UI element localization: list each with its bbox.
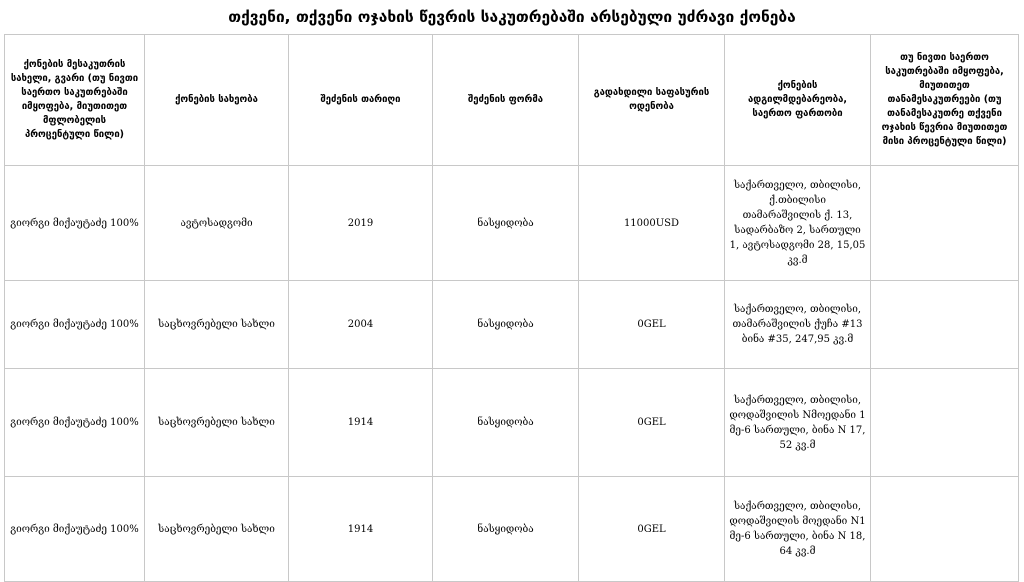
table-row xyxy=(5,281,1019,369)
header-co-owners: თუ ნივთი საერთო საკუთრებაში იმყოფება, მიუთითეთ თანამესაკუთრეები (თუ თანამესაკუთრე თქვენი ოჯახის წევრია მიუთითეთ მისი პროცენტული წილი) xyxy=(871,35,1019,166)
cell-form: ნასყიდობა xyxy=(433,369,579,477)
cell-owner: გიორგი მიქაუტაძე 100% xyxy=(5,369,145,477)
cell-price: 0GEL xyxy=(579,369,725,477)
table-header-row xyxy=(5,35,1019,166)
cell-form: ნასყიდობა xyxy=(433,166,579,281)
cell-date: 2004 xyxy=(289,281,433,369)
property-table xyxy=(4,34,1019,582)
table-row xyxy=(5,369,1019,477)
header-location: ქონების ადგილმდებარეობა, საერთო ფართობი xyxy=(725,35,871,166)
cell-co-owners xyxy=(871,477,1019,582)
cell-location: საქართველო, თბილისი, დოდაშვილის მოედანი N1 მე-6 სართული, ბინა N 18, 64 კვ.მ xyxy=(725,477,871,582)
cell-co-owners xyxy=(871,369,1019,477)
cell-location: საქართველო, თბილისი, ქ.თბილისი თამარაშვილის ქ. 13, სადარბაზო 2, სართული 1, ავტოსადგომი 28, 15,05 კვ.მ xyxy=(725,166,871,281)
cell-location: საქართველო, თბილისი, დოდაშვილის Nმოედანი 1 მე-6 სართული, ბინა N 17, 52 კვ.მ xyxy=(725,369,871,477)
cell-owner: გიორგი მიქაუტაძე 100% xyxy=(5,166,145,281)
cell-date: 1914 xyxy=(289,477,433,582)
cell-location: საქართველო, თბილისი, თამარაშვილის ქუჩა #13 ბინა #35, 247,95 კვ.მ xyxy=(725,281,871,369)
page-title: თქვენი, თქვენი ოჯახის წევრის საკუთრებაში არსებული უძრავი ქონება xyxy=(228,8,796,26)
cell-owner: გიორგი მიქაუტაძე 100% xyxy=(5,477,145,582)
cell-price: 11000USD xyxy=(579,166,725,281)
cell-type: საცხოვრებელი სახლი xyxy=(145,369,289,477)
header-owner: ქონების მესაკუთრის სახელი, გვარი (თუ ნივთი საერთო საკუთრებაში იმყოფება, მიუთითეთ მფლობელის პროცენტული წილი) xyxy=(5,35,145,166)
header-price: გადახდილი საფასურის ოდენობა xyxy=(579,35,725,166)
cell-co-owners xyxy=(871,166,1019,281)
cell-form: ნასყიდობა xyxy=(433,477,579,582)
cell-type: საცხოვრებელი სახლი xyxy=(145,281,289,369)
cell-type: ავტოსადგომი xyxy=(145,166,289,281)
header-date: შეძენის თარიღი xyxy=(289,35,433,166)
cell-price: 0GEL xyxy=(579,281,725,369)
cell-type: საცხოვრებელი სახლი xyxy=(145,477,289,582)
header-form: შეძენის ფორმა xyxy=(433,35,579,166)
table-row xyxy=(5,166,1019,281)
cell-date: 2019 xyxy=(289,166,433,281)
cell-date: 1914 xyxy=(289,369,433,477)
cell-price: 0GEL xyxy=(579,477,725,582)
table-row xyxy=(5,477,1019,582)
cell-owner: გიორგი მიქაუტაძე 100% xyxy=(5,281,145,369)
cell-form: ნასყიდობა xyxy=(433,281,579,369)
header-type: ქონების სახეობა xyxy=(145,35,289,166)
cell-co-owners xyxy=(871,281,1019,369)
